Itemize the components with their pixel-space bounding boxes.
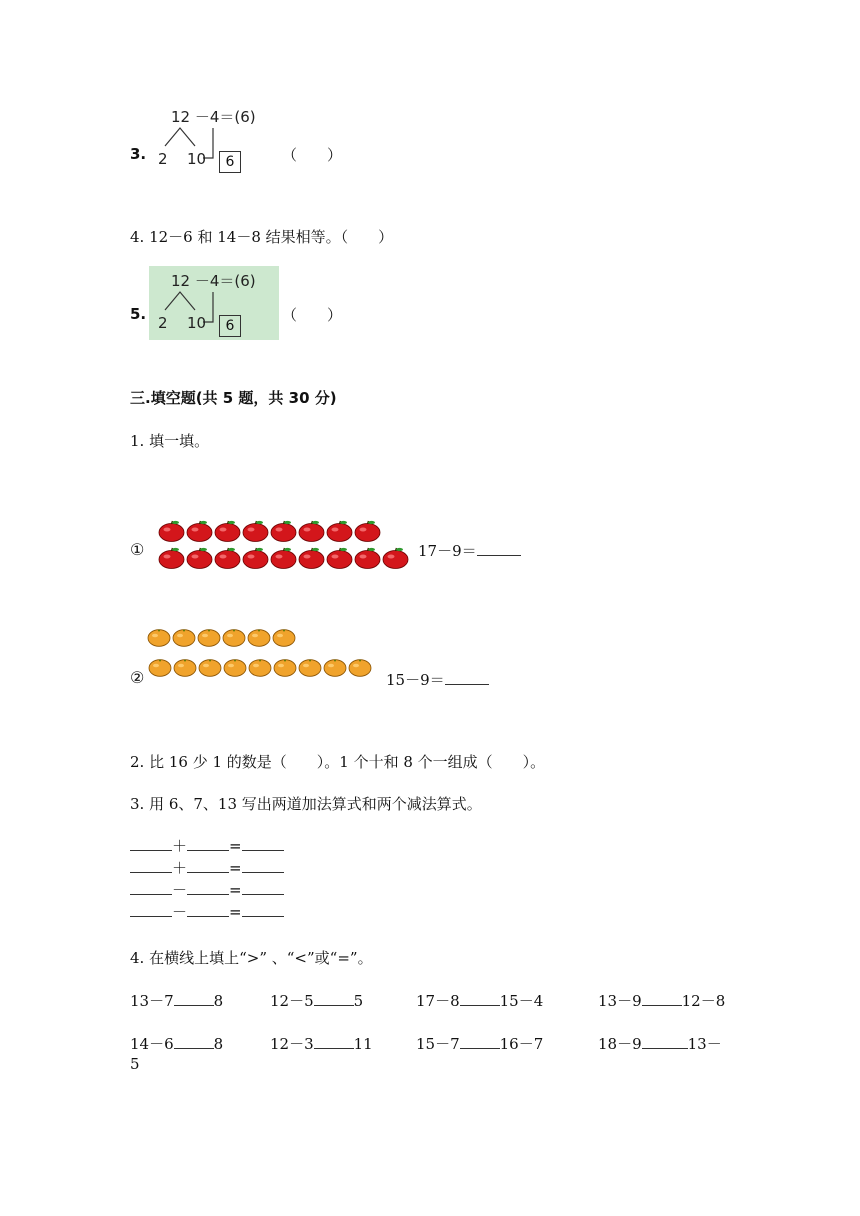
orange-icon: [298, 658, 322, 677]
orange-icon: [198, 658, 222, 677]
fill1-item2-marker: ②: [130, 668, 145, 687]
apple-icon: [298, 547, 325, 569]
q3-diagram-box: 6: [219, 151, 241, 173]
compare-left: 13－9: [598, 992, 642, 1010]
answer-blank[interactable]: [130, 858, 172, 873]
orange-icon: [323, 658, 347, 677]
answer-blank[interactable]: [130, 880, 172, 895]
fill4-row1-item3: [416, 990, 543, 1011]
orange-icon: [272, 628, 296, 647]
compare-right: 8: [213, 1035, 224, 1053]
q3-decomposition-diagram: [155, 102, 285, 176]
compare-blank[interactable]: [460, 1034, 500, 1049]
fill1-item2-equation-line: [386, 669, 489, 690]
apple-icon: [214, 520, 241, 542]
apple-icon: [382, 547, 409, 569]
compare-left: 17－8: [416, 992, 460, 1010]
apple-icon: [298, 520, 325, 542]
compare-left: 13－7: [130, 992, 174, 1010]
orange-icon: [273, 658, 297, 677]
compare-blank[interactable]: [314, 991, 354, 1006]
fill1-item2-equation: 15－9＝: [386, 671, 445, 689]
operator-sign: ＋: [172, 837, 188, 855]
section-title: 三.填空题(共 5 题，共 30 分): [130, 389, 337, 407]
apple-icon: [242, 520, 269, 542]
apple-icon: [326, 547, 353, 569]
orange-icon: [222, 628, 246, 647]
fill4-row2-item1: [130, 1033, 223, 1054]
fill4-row1-item1: [130, 990, 223, 1011]
compare-blank[interactable]: [642, 1034, 688, 1049]
compare-blank[interactable]: [642, 991, 682, 1006]
apple-icon: [242, 547, 269, 569]
apple-icon: [214, 547, 241, 569]
apple-icon: [158, 547, 185, 569]
compare-left: 12－3: [270, 1035, 314, 1053]
compare-blank[interactable]: [314, 1034, 354, 1049]
apple-icon: [186, 520, 213, 542]
operator-sign: －: [172, 903, 188, 921]
q5-diagram-lines: [149, 266, 279, 340]
answer-blank[interactable]: [187, 880, 229, 895]
orange-icon: [348, 658, 372, 677]
compare-blank[interactable]: [174, 1034, 214, 1049]
answer-blank[interactable]: [187, 902, 229, 917]
orange-icon: [223, 658, 247, 677]
orange-icon: [148, 658, 172, 677]
compare-right: 5: [353, 992, 364, 1010]
compare-right: 12－8: [681, 992, 726, 1010]
q5-decomposition-diagram: [149, 266, 279, 340]
equals-sign: =: [229, 881, 242, 899]
apple-icon: [270, 520, 297, 542]
answer-blank[interactable]: [242, 858, 284, 873]
q3-diagram-equation: 12 －4＝(6): [171, 108, 256, 126]
compare-blank[interactable]: [460, 991, 500, 1006]
apple-row-bottom: [158, 547, 409, 569]
q5-diagram-equation: 12 －4＝(6): [171, 272, 256, 290]
fill1-item2-blank[interactable]: [445, 670, 489, 685]
answer-blank[interactable]: [130, 902, 172, 917]
fill4-row1-item4: [598, 990, 725, 1011]
apple-icon: [326, 520, 353, 542]
orange-icon: [248, 658, 272, 677]
q4-text: 4. 12－6 和 14－8 结果相等。（ ）: [130, 228, 394, 246]
compare-right: 13－: [687, 1035, 722, 1053]
fill4-row2-wrap: 5: [130, 1055, 140, 1073]
equation-blank-line: [130, 879, 284, 901]
fill1-item1-marker: ①: [130, 540, 145, 559]
fill4-row2-item3: [416, 1033, 543, 1054]
compare-right: 11: [353, 1035, 373, 1053]
compare-left: 14－6: [130, 1035, 174, 1053]
apple-row-top: [158, 520, 381, 542]
equation-blank-line: [130, 901, 284, 923]
fill4-row2-item2: [270, 1033, 373, 1054]
fill1-label: 1. 填一填。: [130, 432, 210, 450]
apple-icon: [354, 520, 381, 542]
answer-blank[interactable]: [242, 836, 284, 851]
orange-row-top: [147, 628, 296, 647]
equals-sign: =: [229, 837, 242, 855]
q3-diagram-left: 2: [158, 150, 168, 168]
compare-right: 8: [213, 992, 224, 1010]
equation-blank-line: [130, 835, 284, 857]
fill3-equation-blanks: [130, 835, 284, 923]
equals-sign: =: [229, 859, 242, 877]
orange-icon: [173, 658, 197, 677]
orange-row-bottom: [148, 658, 372, 677]
fill3-text: 3. 用 6、7、13 写出两道加法算式和两个减法算式。: [130, 795, 482, 813]
q5-number: 5.: [130, 305, 147, 323]
answer-blank[interactable]: [242, 880, 284, 895]
q5-diagram-box: 6: [219, 315, 241, 337]
operator-sign: －: [172, 881, 188, 899]
q5-answer-parens[interactable]: （ ）: [282, 306, 343, 324]
answer-blank[interactable]: [130, 836, 172, 851]
compare-right: 15－4: [499, 992, 544, 1010]
fill2-text: 2. 比 16 少 1 的数是（ ）。1 个十和 8 个一组成（ ）。: [130, 753, 546, 771]
orange-icon: [247, 628, 271, 647]
compare-left: 12－5: [270, 992, 314, 1010]
answer-blank[interactable]: [187, 836, 229, 851]
equation-blank-line: [130, 857, 284, 879]
fill1-item1-equation: 17－9＝: [418, 542, 477, 560]
q5-diagram-mid: 10: [187, 314, 207, 332]
fill4-text: 4. 在横线上填上“>” 、“<”或“=”。: [130, 949, 373, 967]
compare-right: 16－7: [499, 1035, 544, 1053]
apple-icon: [158, 520, 185, 542]
q5-diagram-left: 2: [158, 314, 168, 332]
apple-icon: [186, 547, 213, 569]
q3-diagram-mid: 10: [187, 150, 207, 168]
fill4-row1-item2: [270, 990, 363, 1011]
equals-sign: =: [229, 903, 242, 921]
compare-left: 18－9: [598, 1035, 642, 1053]
answer-blank[interactable]: [242, 902, 284, 917]
q3-answer-parens[interactable]: （ ）: [282, 146, 343, 164]
orange-icon: [197, 628, 221, 647]
fill1-item1-equation-line: [418, 540, 521, 561]
compare-blank[interactable]: [174, 991, 214, 1006]
apple-icon: [354, 547, 381, 569]
orange-icon: [172, 628, 196, 647]
orange-icon: [147, 628, 171, 647]
apple-icon: [270, 547, 297, 569]
q3-number: 3.: [130, 145, 147, 163]
fill1-item1-blank[interactable]: [477, 541, 521, 556]
operator-sign: ＋: [172, 859, 188, 877]
fill4-row2-item4: [598, 1033, 722, 1054]
answer-blank[interactable]: [187, 858, 229, 873]
compare-left: 15－7: [416, 1035, 460, 1053]
